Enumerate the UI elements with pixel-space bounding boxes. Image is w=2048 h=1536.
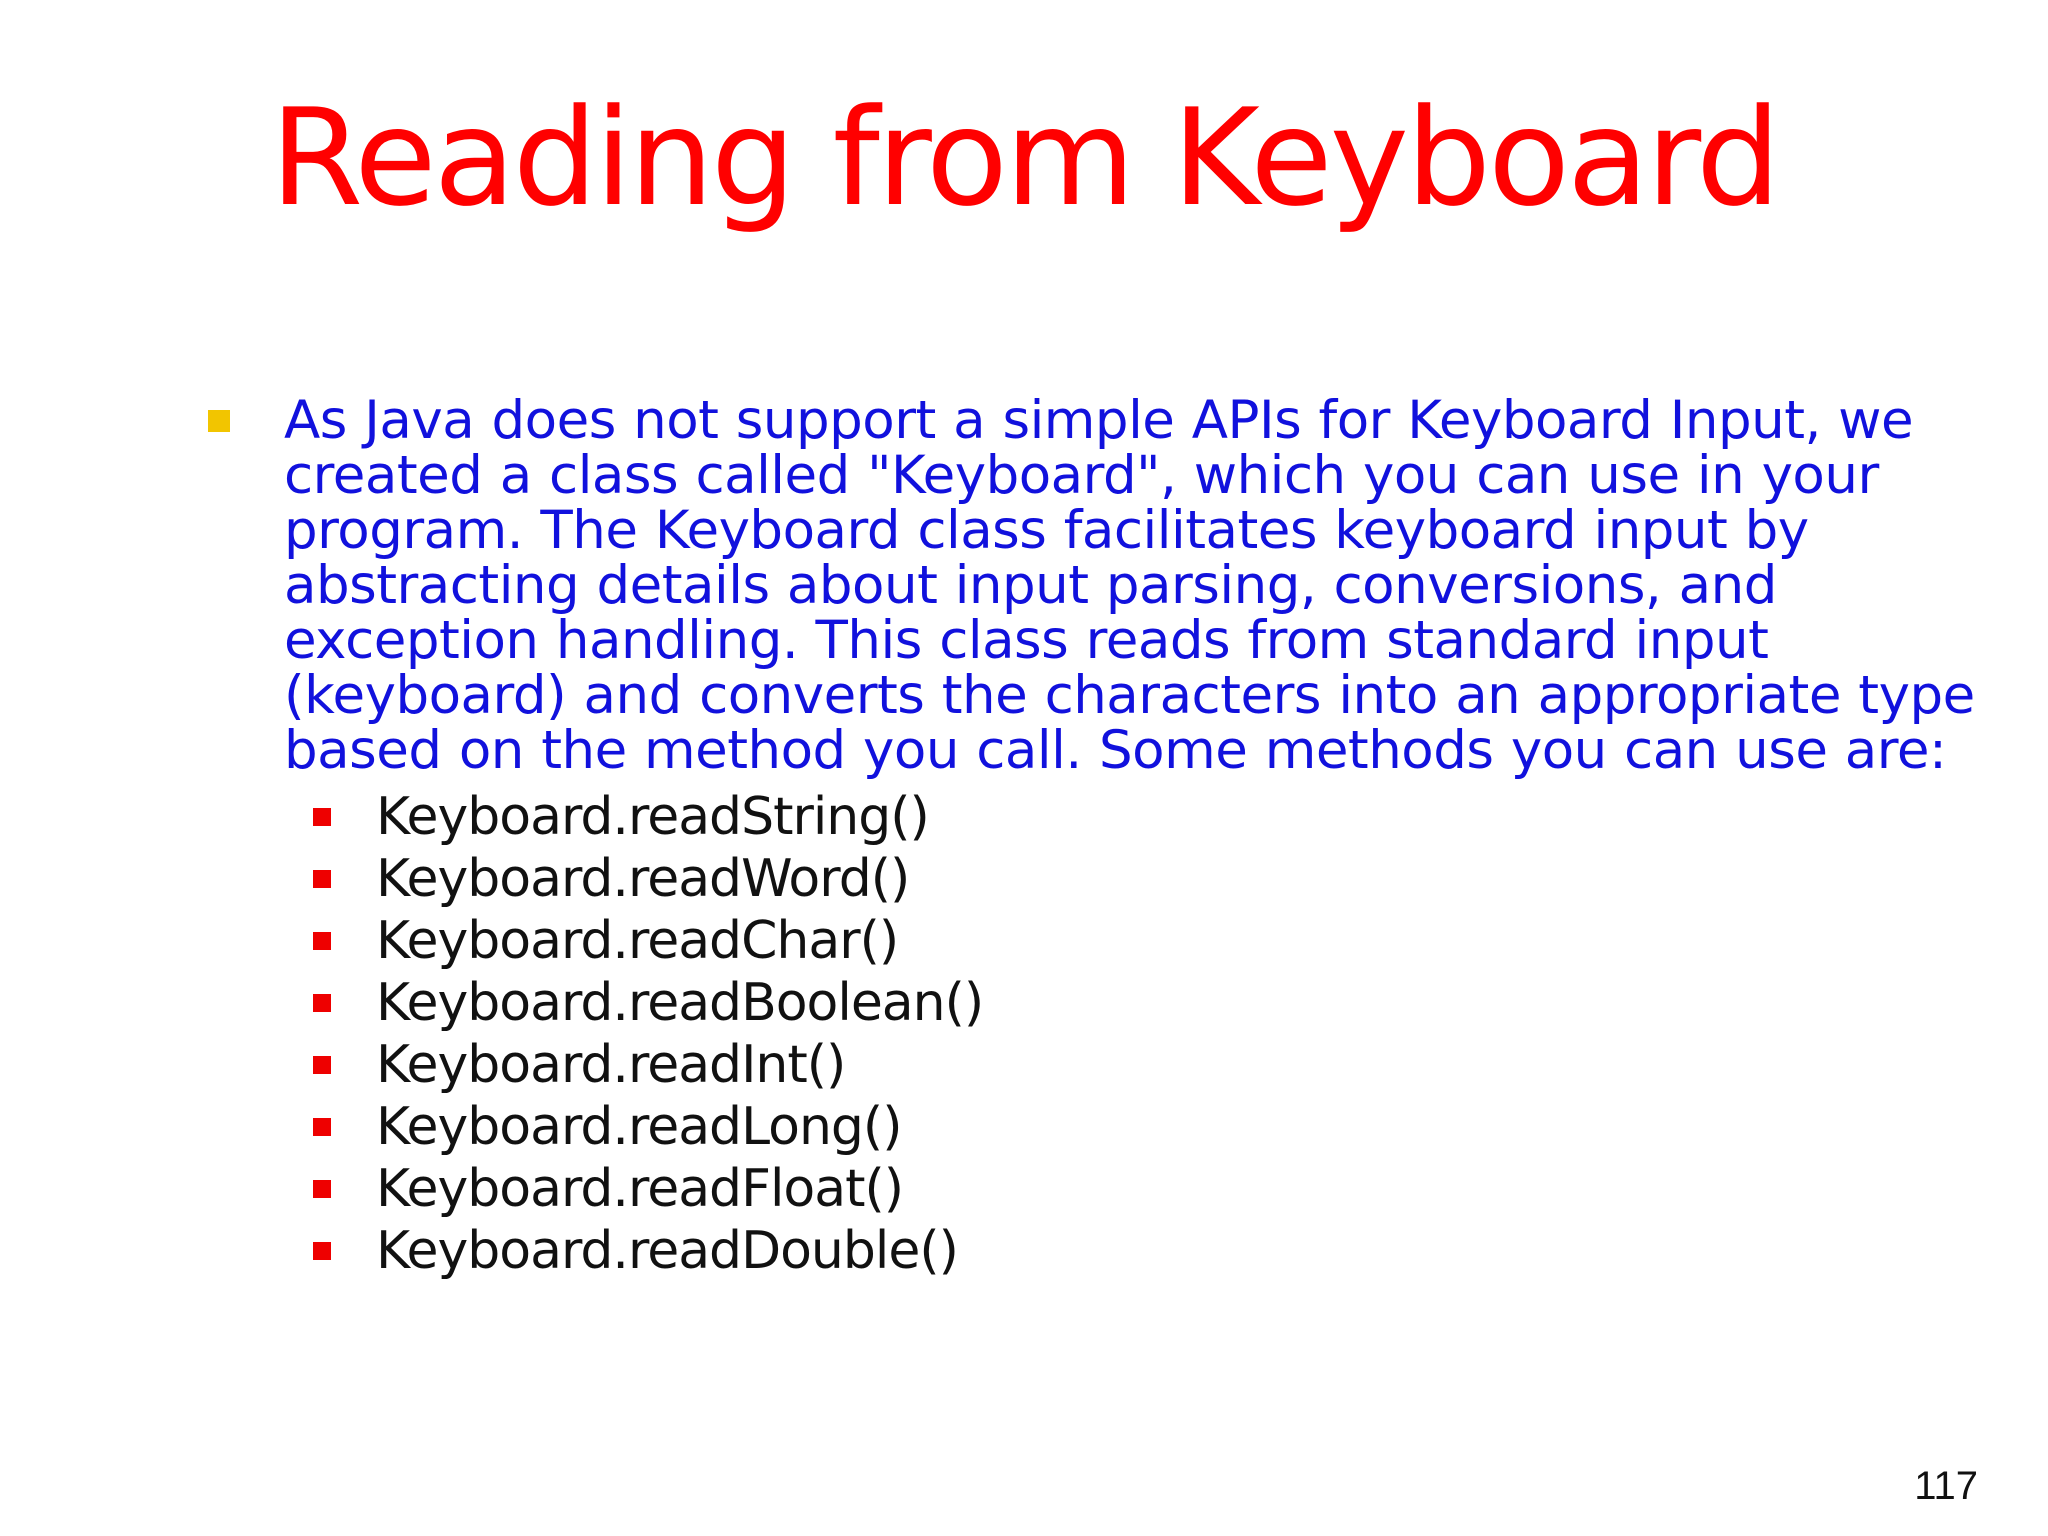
square-bullet-icon [313,932,331,950]
method-name: Keyboard.readChar() [376,911,899,971]
square-bullet-icon [313,1180,331,1198]
list-item [310,1034,1510,1096]
square-bullet-icon [313,1056,331,1074]
method-name: Keyboard.readWord() [376,849,910,909]
method-name: Keyboard.readLong() [376,1097,902,1157]
list-item [310,1220,1510,1282]
method-name: Keyboard.readFloat() [376,1159,904,1219]
list-item [310,910,1510,972]
methods-list [310,786,1510,1282]
page-number: 117 [1914,1464,1978,1508]
list-item [310,972,1510,1034]
list-item [310,1158,1510,1220]
square-bullet-icon [313,808,331,826]
method-name: Keyboard.readInt() [376,1035,846,1095]
square-bullet-icon [313,870,331,888]
list-item [310,786,1510,848]
square-bullet-icon [313,1118,331,1136]
square-bullet-icon [313,1242,331,1260]
main-paragraph: As Java does not support a simple APIs for Keyboard Input, we created a class called "Keyboard", which you can use in your program. The Keyboard class facilitates keyboard input by abstracting details about input parsing, conversions, and exception handling. This class reads from standard input (keyboard) and converts the characters into an appropriate type based on the method you call. Some methods you can use are: [284,390,1975,781]
method-name: Keyboard.readString() [376,787,929,847]
square-bullet-icon [208,410,230,432]
method-name: Keyboard.readBoolean() [376,973,984,1033]
slide-title: Reading from Keyboard [270,80,1778,236]
list-item [310,1096,1510,1158]
method-name: Keyboard.readDouble() [376,1221,958,1281]
list-item [310,848,1510,910]
square-bullet-icon [313,994,331,1012]
